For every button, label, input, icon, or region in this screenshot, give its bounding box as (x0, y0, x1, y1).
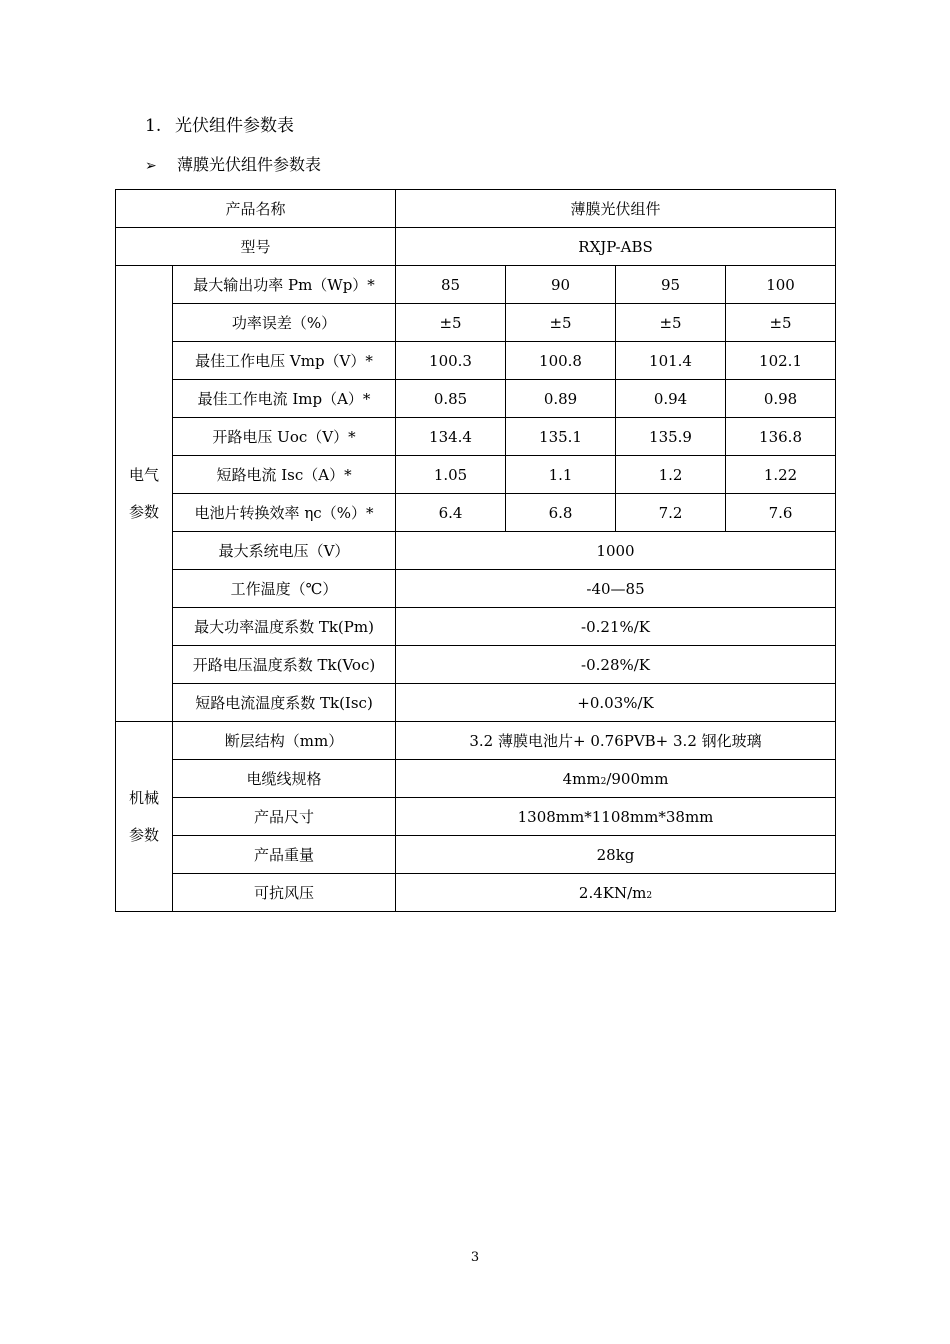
param-value: 95 (616, 266, 726, 304)
product-name-value: 薄膜光伏组件 (396, 190, 836, 228)
product-name-label: 产品名称 (116, 190, 396, 228)
param-value: 0.94 (616, 380, 726, 418)
table-row (116, 380, 836, 418)
table-row (116, 304, 836, 342)
value-text: 4mm (562, 769, 601, 788)
param-value: 6.8 (506, 494, 616, 532)
table-row (116, 456, 836, 494)
param-value: 1.22 (726, 456, 836, 494)
param-value: 1000 (396, 532, 836, 570)
param-value: 135.9 (616, 418, 726, 456)
param-value: 134.4 (396, 418, 506, 456)
unit-subscript: 2 (600, 776, 607, 787)
param-label: 最佳工作电流 Imp（A）* (173, 380, 396, 418)
param-label: 短路电流温度系数 Tk(Isc) (173, 684, 396, 722)
param-value: ±5 (396, 304, 506, 342)
table-row (116, 266, 836, 304)
param-value: 1.1 (506, 456, 616, 494)
electrical-group-cell (116, 266, 173, 722)
param-value (396, 760, 836, 798)
model-label: 型号 (116, 228, 396, 266)
param-value: -0.28%/K (396, 646, 836, 684)
param-value: 101.4 (616, 342, 726, 380)
table-row (116, 836, 836, 874)
subsection-heading (145, 153, 321, 178)
section-title: 光伏组件参数表 (175, 116, 294, 136)
param-value: ±5 (616, 304, 726, 342)
param-label: 可抗风压 (173, 874, 396, 912)
param-label: 开路电压 Uoc（V）* (173, 418, 396, 456)
table-row (116, 570, 836, 608)
param-value: 100.8 (506, 342, 616, 380)
table-row (116, 190, 836, 228)
param-label: 电缆线规格 (173, 760, 396, 798)
table-row (116, 874, 836, 912)
param-value: 85 (396, 266, 506, 304)
section-heading (145, 114, 294, 138)
param-value: +0.03%/K (396, 684, 836, 722)
param-label: 最大输出功率 Pm（Wp）* (173, 266, 396, 304)
table-row (116, 798, 836, 836)
param-label: 功率误差（%） (173, 304, 396, 342)
param-value: -40—85 (396, 570, 836, 608)
param-value: ±5 (506, 304, 616, 342)
param-value: 0.85 (396, 380, 506, 418)
table-row (116, 760, 836, 798)
electrical-group-line: 参数 (128, 502, 159, 521)
table-row (116, 684, 836, 722)
param-value: 135.1 (506, 418, 616, 456)
unit-subscript: 2 (646, 890, 653, 901)
param-label: 最大功率温度系数 Tk(Pm) (173, 608, 396, 646)
param-label: 最大系统电压（V） (173, 532, 396, 570)
electrical-group-line: 电气 (128, 465, 159, 484)
model-value: RXJP-ABS (396, 228, 836, 266)
param-label: 电池片转换效率 ηc（%）* (173, 494, 396, 532)
param-value: 0.89 (506, 380, 616, 418)
table-row (116, 494, 836, 532)
section-number: 1. (145, 116, 162, 136)
param-value: 28kg (396, 836, 836, 874)
spec-table (115, 189, 836, 912)
param-value: 100 (726, 266, 836, 304)
table-row (116, 228, 836, 266)
mechanical-group-line: 参数 (128, 825, 159, 844)
table-row (116, 646, 836, 684)
param-value: 1.05 (396, 456, 506, 494)
param-value: 7.6 (726, 494, 836, 532)
param-value: 1308mm*1108mm*38mm (396, 798, 836, 836)
value-text: 2.4KN/m (578, 883, 647, 902)
param-value: -0.21%/K (396, 608, 836, 646)
param-value: 100.3 (396, 342, 506, 380)
param-label: 开路电压温度系数 Tk(Voc) (173, 646, 396, 684)
param-label: 断层结构（mm） (173, 722, 396, 760)
table-row (116, 342, 836, 380)
page-number: 3 (470, 1250, 480, 1265)
value-text: /900mm (606, 769, 669, 788)
param-value: 0.98 (726, 380, 836, 418)
param-value: 3.2 薄膜电池片+ 0.76PVB+ 3.2 钢化玻璃 (396, 722, 836, 760)
param-label: 短路电流 Isc（A）* (173, 456, 396, 494)
table-row (116, 418, 836, 456)
param-label: 产品尺寸 (173, 798, 396, 836)
table-row (116, 532, 836, 570)
table-row (116, 722, 836, 760)
param-label: 最佳工作电压 Vmp（V）* (173, 342, 396, 380)
param-value: 6.4 (396, 494, 506, 532)
param-value: 136.8 (726, 418, 836, 456)
param-value: 90 (506, 266, 616, 304)
arrow-bullet-icon: ➢ (145, 158, 157, 174)
param-value: 1.2 (616, 456, 726, 494)
param-value: 102.1 (726, 342, 836, 380)
subsection-title: 薄膜光伏组件参数表 (177, 155, 322, 174)
param-label: 产品重量 (173, 836, 396, 874)
param-value: ±5 (726, 304, 836, 342)
mechanical-group-line: 机械 (128, 788, 159, 807)
table-row (116, 608, 836, 646)
mechanical-group-cell (116, 722, 173, 912)
param-label: 工作温度（℃） (173, 570, 396, 608)
param-value (396, 874, 836, 912)
param-value: 7.2 (616, 494, 726, 532)
